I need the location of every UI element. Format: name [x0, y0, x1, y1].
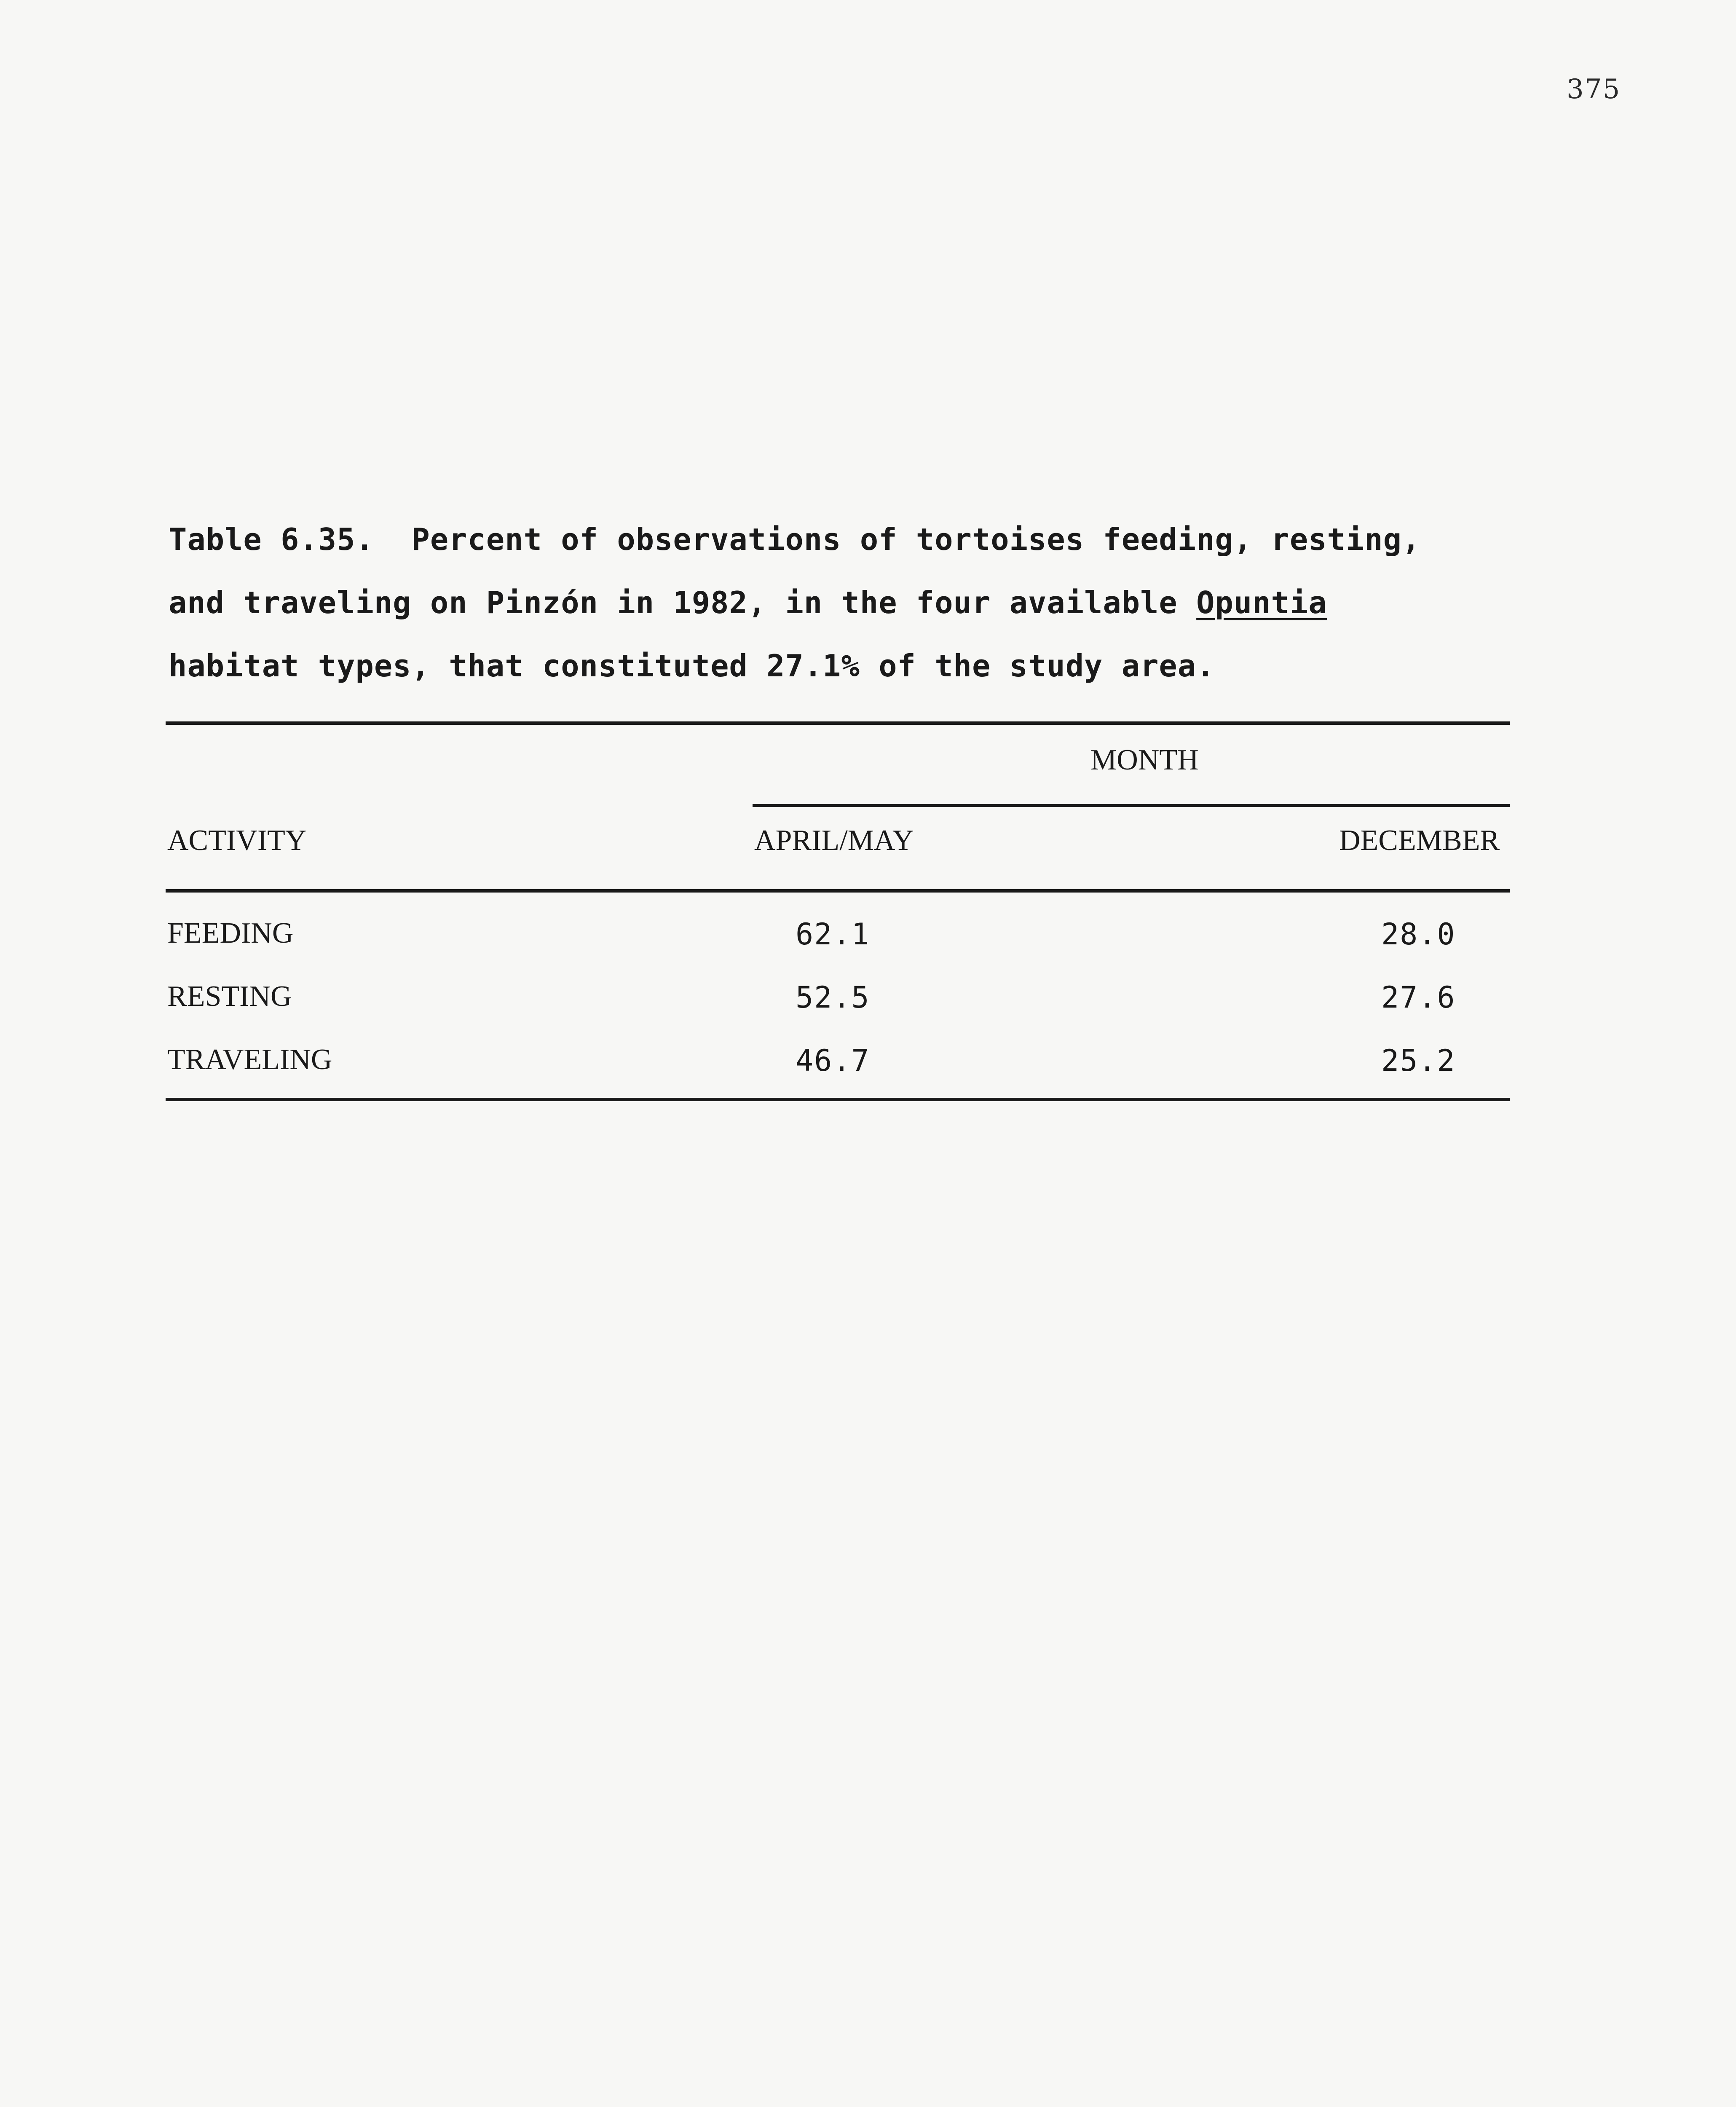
row-traveling-april-may: 46.7: [796, 1043, 870, 1078]
page-number: 375: [1567, 74, 1621, 105]
row-feeding-april-may: 62.1: [796, 917, 870, 952]
row-activity-feeding: FEEDING: [167, 917, 294, 949]
row-feeding-december: 28.0: [1381, 917, 1456, 952]
data-table: [166, 721, 1510, 1118]
caption-line-1: Table 6.35. Percent of observations of tortoises feeding, resting,: [169, 522, 1421, 557]
caption-line-2: [169, 571, 1593, 634]
caption-line-3: habitat types, that constituted 27.1% of the study area.: [169, 648, 1215, 684]
column-header-december: DECEMBER: [1339, 824, 1500, 857]
column-header-april-may: APRIL/MAY: [754, 824, 914, 857]
row-traveling-december: 25.2: [1381, 1043, 1456, 1078]
caption-line-2-text: and traveling on Pinzón in 1982, in the four available: [169, 585, 1197, 620]
table-bottom-rule: [166, 1098, 1510, 1101]
column-header-activity: ACTIVITY: [167, 824, 307, 857]
caption-genus-underlined: Opuntia: [1196, 585, 1327, 620]
row-resting-december: 27.6: [1381, 980, 1456, 1015]
row-resting-april-may: 52.5: [796, 980, 870, 1015]
header-bottom-rule: [166, 889, 1510, 893]
row-activity-resting: RESTING: [167, 980, 292, 1013]
month-group-header: MONTH: [1090, 744, 1199, 776]
table-caption: [169, 508, 1593, 697]
table-top-rule: [166, 721, 1510, 725]
row-activity-traveling: TRAVELING: [167, 1043, 332, 1076]
month-group-rule: [753, 804, 1510, 807]
